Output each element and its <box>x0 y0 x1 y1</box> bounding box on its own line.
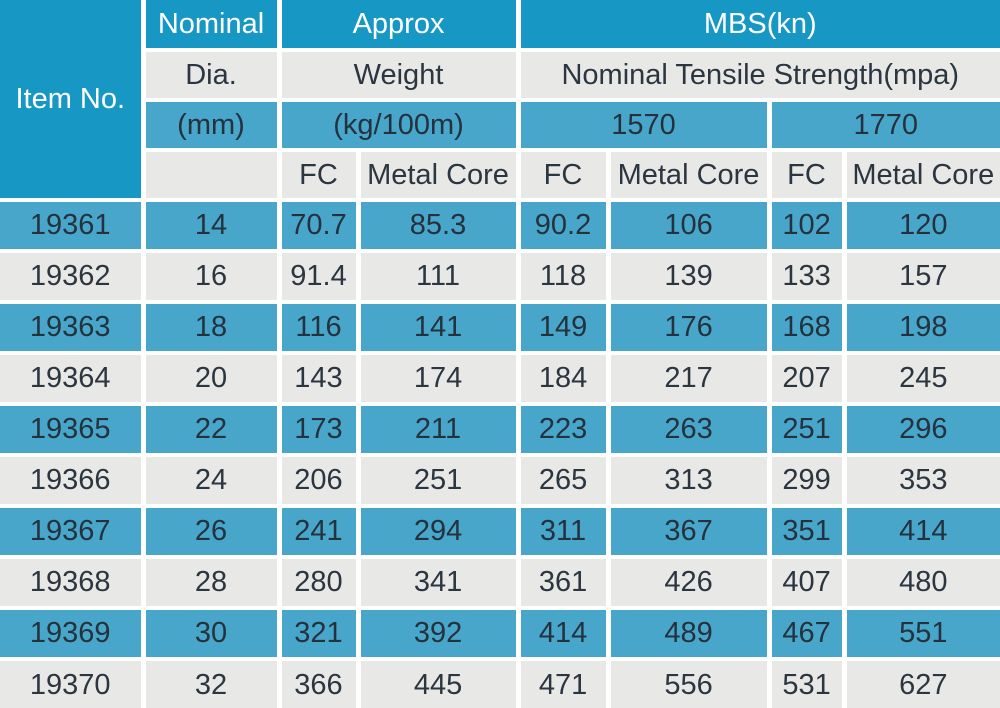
table-row <box>0 455 1000 506</box>
cell-weight-metal-core: 392 <box>358 608 518 659</box>
cell-weight-fc: 241 <box>279 506 358 557</box>
header-1570-metal-core: Metal Core <box>608 150 769 200</box>
header-mm: (mm) <box>143 100 279 150</box>
cell-weight-metal-core: 341 <box>358 557 518 608</box>
cell-weight-fc: 280 <box>279 557 358 608</box>
cell-item-no: 19366 <box>0 455 143 506</box>
cell-mbs-1770-fc: 133 <box>769 251 844 302</box>
header-1570-fc: FC <box>518 150 608 200</box>
cell-mbs-1570-fc: 118 <box>518 251 608 302</box>
cell-dia-mm: 20 <box>143 353 279 404</box>
cell-weight-metal-core: 445 <box>358 659 518 708</box>
cell-dia-mm: 26 <box>143 506 279 557</box>
cell-mbs-1770-fc: 207 <box>769 353 844 404</box>
cell-mbs-1770-metal-core: 414 <box>844 506 1000 557</box>
cell-mbs-1570-metal-core: 263 <box>608 404 769 455</box>
cell-mbs-1770-fc: 102 <box>769 200 844 251</box>
header-row-4 <box>0 150 1000 200</box>
table-row <box>0 506 1000 557</box>
cell-item-no: 19362 <box>0 251 143 302</box>
header-weight: Weight <box>279 50 518 100</box>
header-nominal: Nominal <box>143 0 279 50</box>
cell-weight-metal-core: 211 <box>358 404 518 455</box>
header-strength-1770: 1770 <box>769 100 1000 150</box>
cell-weight-metal-core: 174 <box>358 353 518 404</box>
header-empty-cell <box>143 150 279 200</box>
header-item-no: Item No. <box>0 0 143 200</box>
header-weight-metal-core: Metal Core <box>358 150 518 200</box>
cell-mbs-1570-fc: 90.2 <box>518 200 608 251</box>
header-kg-100m: (kg/100m) <box>279 100 518 150</box>
cell-item-no: 19369 <box>0 608 143 659</box>
cell-item-no: 19367 <box>0 506 143 557</box>
cell-mbs-1570-metal-core: 426 <box>608 557 769 608</box>
cell-mbs-1570-fc: 223 <box>518 404 608 455</box>
cell-mbs-1770-metal-core: 480 <box>844 557 1000 608</box>
cell-mbs-1570-fc: 311 <box>518 506 608 557</box>
cell-mbs-1570-metal-core: 106 <box>608 200 769 251</box>
cell-mbs-1770-fc: 531 <box>769 659 844 708</box>
cell-mbs-1770-metal-core: 296 <box>844 404 1000 455</box>
cell-item-no: 19365 <box>0 404 143 455</box>
cell-item-no: 19361 <box>0 200 143 251</box>
header-dia: Dia. <box>143 50 279 100</box>
table-row <box>0 353 1000 404</box>
cell-dia-mm: 22 <box>143 404 279 455</box>
cell-weight-metal-core: 85.3 <box>358 200 518 251</box>
cell-mbs-1570-metal-core: 139 <box>608 251 769 302</box>
cell-mbs-1570-metal-core: 217 <box>608 353 769 404</box>
cell-dia-mm: 14 <box>143 200 279 251</box>
table-row <box>0 251 1000 302</box>
cell-weight-metal-core: 294 <box>358 506 518 557</box>
cell-weight-fc: 116 <box>279 302 358 353</box>
table-row <box>0 200 1000 251</box>
cell-mbs-1770-fc: 251 <box>769 404 844 455</box>
cell-mbs-1570-fc: 265 <box>518 455 608 506</box>
cell-weight-fc: 321 <box>279 608 358 659</box>
header-row-1 <box>0 0 1000 50</box>
cell-weight-metal-core: 141 <box>358 302 518 353</box>
cell-mbs-1570-metal-core: 176 <box>608 302 769 353</box>
cell-mbs-1570-fc: 361 <box>518 557 608 608</box>
cell-mbs-1770-metal-core: 551 <box>844 608 1000 659</box>
header-nominal-tensile-strength: Nominal Tensile Strength(mpa) <box>518 50 1000 100</box>
cell-mbs-1570-metal-core: 556 <box>608 659 769 708</box>
cell-mbs-1770-fc: 299 <box>769 455 844 506</box>
cell-dia-mm: 16 <box>143 251 279 302</box>
table-body <box>0 200 1000 708</box>
cell-weight-fc: 366 <box>279 659 358 708</box>
cell-weight-fc: 91.4 <box>279 251 358 302</box>
cell-mbs-1770-metal-core: 120 <box>844 200 1000 251</box>
cell-mbs-1770-metal-core: 353 <box>844 455 1000 506</box>
cell-dia-mm: 18 <box>143 302 279 353</box>
table-row <box>0 404 1000 455</box>
cell-item-no: 19368 <box>0 557 143 608</box>
header-row-3 <box>0 100 1000 150</box>
table-row <box>0 557 1000 608</box>
cell-mbs-1570-metal-core: 313 <box>608 455 769 506</box>
cell-dia-mm: 32 <box>143 659 279 708</box>
cell-mbs-1570-metal-core: 489 <box>608 608 769 659</box>
cell-mbs-1570-metal-core: 367 <box>608 506 769 557</box>
cell-weight-fc: 173 <box>279 404 358 455</box>
cell-weight-fc: 70.7 <box>279 200 358 251</box>
cell-item-no: 19370 <box>0 659 143 708</box>
header-1770-fc: FC <box>769 150 844 200</box>
header-mbs: MBS(kn) <box>518 0 1000 50</box>
header-weight-fc: FC <box>279 150 358 200</box>
cell-weight-fc: 143 <box>279 353 358 404</box>
cell-weight-metal-core: 251 <box>358 455 518 506</box>
cell-mbs-1770-fc: 407 <box>769 557 844 608</box>
cell-weight-fc: 206 <box>279 455 358 506</box>
cell-mbs-1770-metal-core: 245 <box>844 353 1000 404</box>
cell-weight-metal-core: 111 <box>358 251 518 302</box>
cell-mbs-1770-fc: 467 <box>769 608 844 659</box>
header-strength-1570: 1570 <box>518 100 769 150</box>
cell-mbs-1570-fc: 184 <box>518 353 608 404</box>
header-row-2 <box>0 50 1000 100</box>
cell-dia-mm: 24 <box>143 455 279 506</box>
table-header <box>0 0 1000 200</box>
cell-item-no: 19363 <box>0 302 143 353</box>
cell-mbs-1770-fc: 168 <box>769 302 844 353</box>
cell-mbs-1570-fc: 149 <box>518 302 608 353</box>
header-approx: Approx <box>279 0 518 50</box>
cell-mbs-1770-metal-core: 627 <box>899 669 948 701</box>
header-1770-metal-core: Metal Core <box>844 150 1000 200</box>
cell-mbs-1570-fc: 471 <box>518 659 608 708</box>
cell-mbs-1770-fc: 351 <box>769 506 844 557</box>
cell-mbs-1770-metal-core: 198 <box>844 302 1000 353</box>
cell-item-no: 19364 <box>0 353 143 404</box>
cell-dia-mm: 28 <box>143 557 279 608</box>
cell-mbs-1770-metal-core: 157 <box>844 251 1000 302</box>
table-row <box>0 608 1000 659</box>
cell-mbs-1570-fc: 414 <box>518 608 608 659</box>
cell-dia-mm: 30 <box>143 608 279 659</box>
table-row <box>0 302 1000 353</box>
table-row <box>0 659 1000 708</box>
